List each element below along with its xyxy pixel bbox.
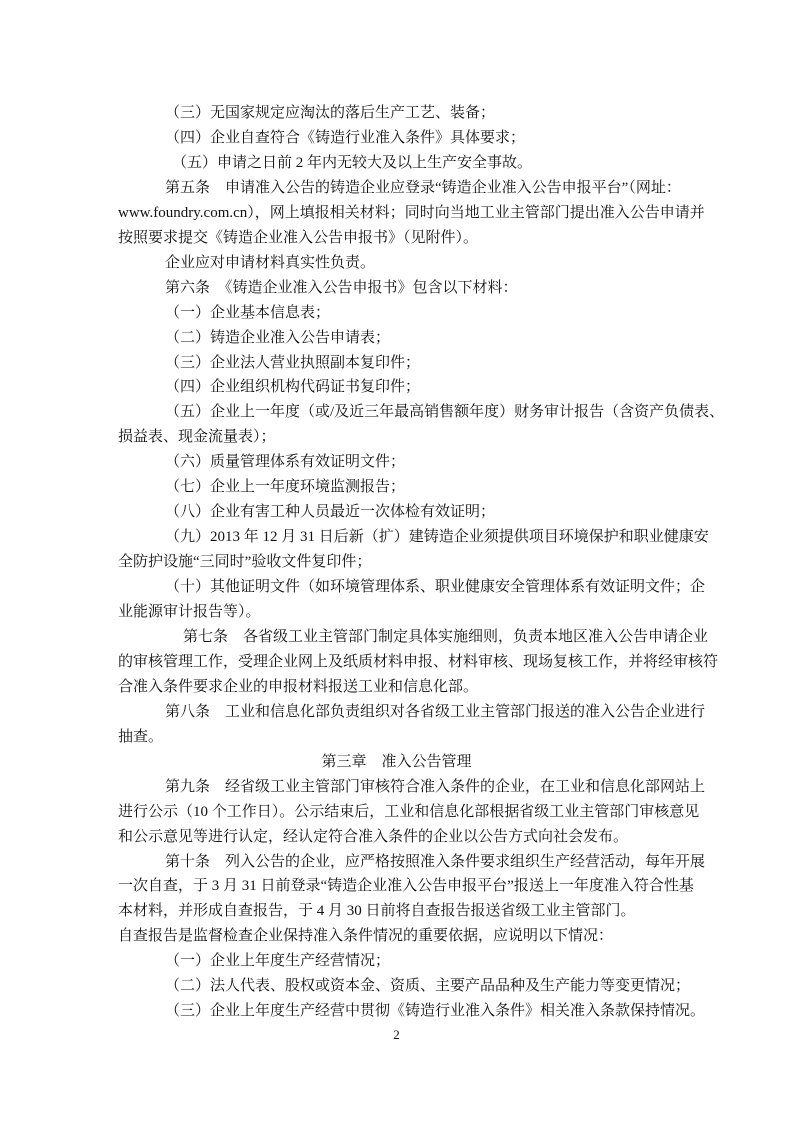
text-line: （二）铸造企业准入公告申请表； [165,329,391,346]
chapter-heading: 第三章 准入公告管理 [321,753,472,770]
text-line: 第九条 经省级工业主管部门审核符合准入条件的企业，在工业和信息化部网站上 [165,778,706,795]
text-line: （六）质量管理体系有效证明文件； [165,454,406,471]
text-line: 第七条 各省级工业主管部门制定具体实施细则，负责本地区准入公告申请企业 [183,628,709,645]
text-line: 企业应对申请材料真实性负责。 [165,254,376,271]
text-line: 第十条 列入公告的企业，应严格按照准入条件要求组织生产经营活动，每年开展 [165,853,706,870]
text-line: 第八条 工业和信息化部负责组织对各省级工业主管部门报送的准入公告企业进行 [165,703,706,720]
text-line: （十）其他证明文件（如环境管理体系、职业健康安全管理体系有效证明文件；企 [165,579,706,596]
text-line: 的审核管理工作，受理企业网上及纸质材料申报、材料审核、现场复核工作，并将经审核符 [118,653,719,670]
text-line: （三）企业上年度生产经营中贯彻《铸造行业准入条件》相关准入条款保持情况。 [165,1003,706,1020]
text-line: （五）企业上一年度（或/及近三年最高销售额年度）财务审计报告（含资产负债表、 [165,404,725,421]
text-line: 合准入条件要求企业的申报材料报送工业和信息化部。 [118,678,479,695]
text-line: （九）2013 年 12 月 31 日后新（扩）建铸造企业须提供项目环境保护和职业健康安 [165,529,709,546]
text-line: 本材料，并形成自查报告，于 4 月 30 日前将自查报告报送省级工业主管部门。 [118,903,636,920]
text-line: 第五条 申请准入公告的铸造企业应登录“铸造企业准入公告申报平台”（网址： [165,179,681,196]
text-line: 进行公示（10 个工作日）。公示结束后，工业和信息化部根据省级工业主管部门审核意见 [118,803,700,820]
text-line: 一次自查，于 3 月 31 日前登录“铸造企业准入公告申报平台”报送上一年度准入符合性基 [118,878,694,895]
text-line: （三）无国家规定应淘汰的落后生产工艺、装备； [165,105,496,121]
text-line: （四）企业自查符合《铸造行业准入条件》具体要求； [165,129,526,146]
text-line: 损益表、现金流量表）； [118,429,276,446]
text-line: （四）企业组织机构代码证书复印件； [165,379,421,396]
page-number: 2 [393,1027,400,1042]
text-line: （三）企业法人营业执照副本复印件； [165,354,421,371]
text-line: 业能源审计报告等）。 [118,604,261,620]
text-line: 和公示意见等进行认定，经认定符合准入条件的企业以公告方式向社会发布。 [118,828,629,845]
text-line: （二）法人代表、股权或资本金、资质、主要产品品种及生产能力等变更情况； [165,978,691,995]
text-line: （八）企业有害工种人员最近一次体检有效证明； [165,504,496,521]
text-line: 全防护设施“三同时”验收文件复印件； [118,554,372,571]
text-line: （一）企业基本信息表； [165,304,331,321]
text-line: 按照要求提交《铸造企业准入公告申报书》（见附件）。 [118,229,479,246]
text-line: （五）申请之日前 2 年内无较大及以上生产安全事故。 [172,154,533,171]
text-line: （一）企业上年度生产经营情况； [165,953,391,970]
text-line: 抽查。 [118,728,164,745]
text-line: （七）企业上一年度环境监测报告； [165,479,406,496]
text-line: 自查报告是监督检查企业保持准入条件情况的重要依据，应说明以下情况： [118,928,614,945]
text-line: 第六条 《铸造企业准入公告申报书》包含以下材料： [165,279,518,296]
text-line: www.foundry.com.cn），网上填报相关材料；同时向当地工业主管部门提出准入公告申请并 [118,204,705,221]
